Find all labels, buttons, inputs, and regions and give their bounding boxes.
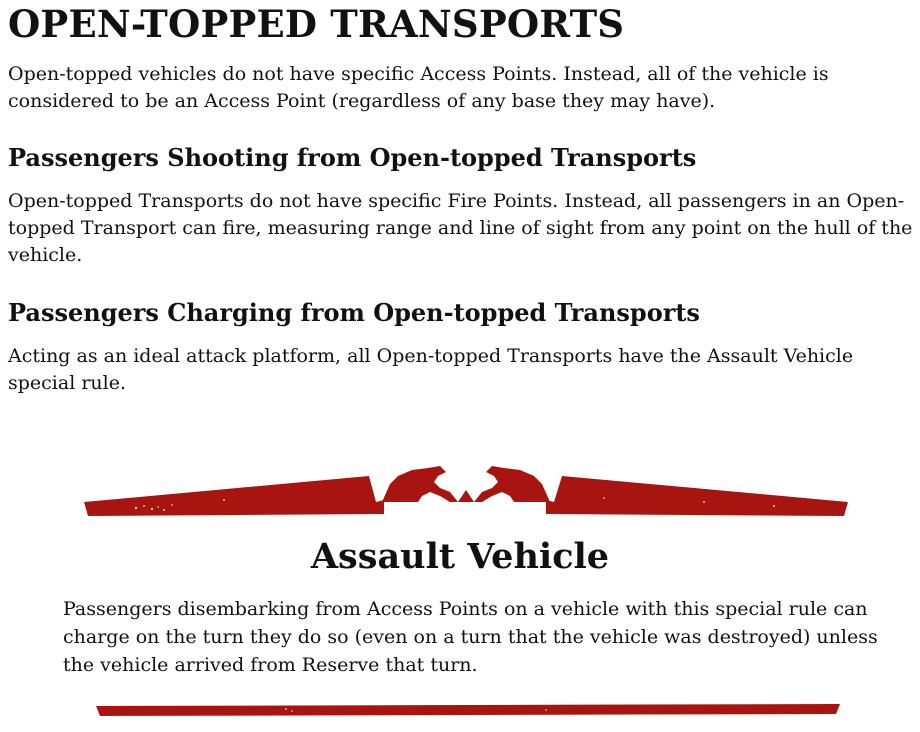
section-heading-charging: Passengers Charging from Open-topped Transports: [8, 298, 700, 327]
page-title: OPEN-TOPPED TRANSPORTS: [8, 2, 625, 46]
twin-beast-heads-emblem-icon: [382, 466, 550, 502]
rule-box-bottom-banner: [96, 704, 840, 716]
rule-box-text: Passengers disembarking from Access Points on a vehicle with this special rule can charge on the turn they do so (even on a turn that the vehicle was destroyed) unless the vehicle arrived from Reserve that turn.: [63, 598, 878, 676]
rule-box-top-banner: [84, 462, 848, 518]
section-text-charging: Acting as an ideal attack platform, all Open-topped Transports have the Assault Vehicle special rule.: [8, 345, 854, 394]
rule-box-title: Assault Vehicle: [310, 536, 610, 577]
section-text-shooting: Open-topped Transports do not have specific Fire Points. Instead, all passengers in an Open-topped Transport can fire, measuring range and line of sight from any point on the hull of the vehicle.: [8, 190, 913, 266]
intro-paragraph: Open-topped vehicles do not have specific Access Points. Instead, all of the vehicle is considered to be an Access Point (regardless of any base they may have).: [8, 63, 829, 112]
banner-left-wing: [84, 476, 384, 516]
banner-right-wing: [546, 476, 848, 516]
section-heading-shooting: Passengers Shooting from Open-topped Transports: [8, 143, 697, 172]
